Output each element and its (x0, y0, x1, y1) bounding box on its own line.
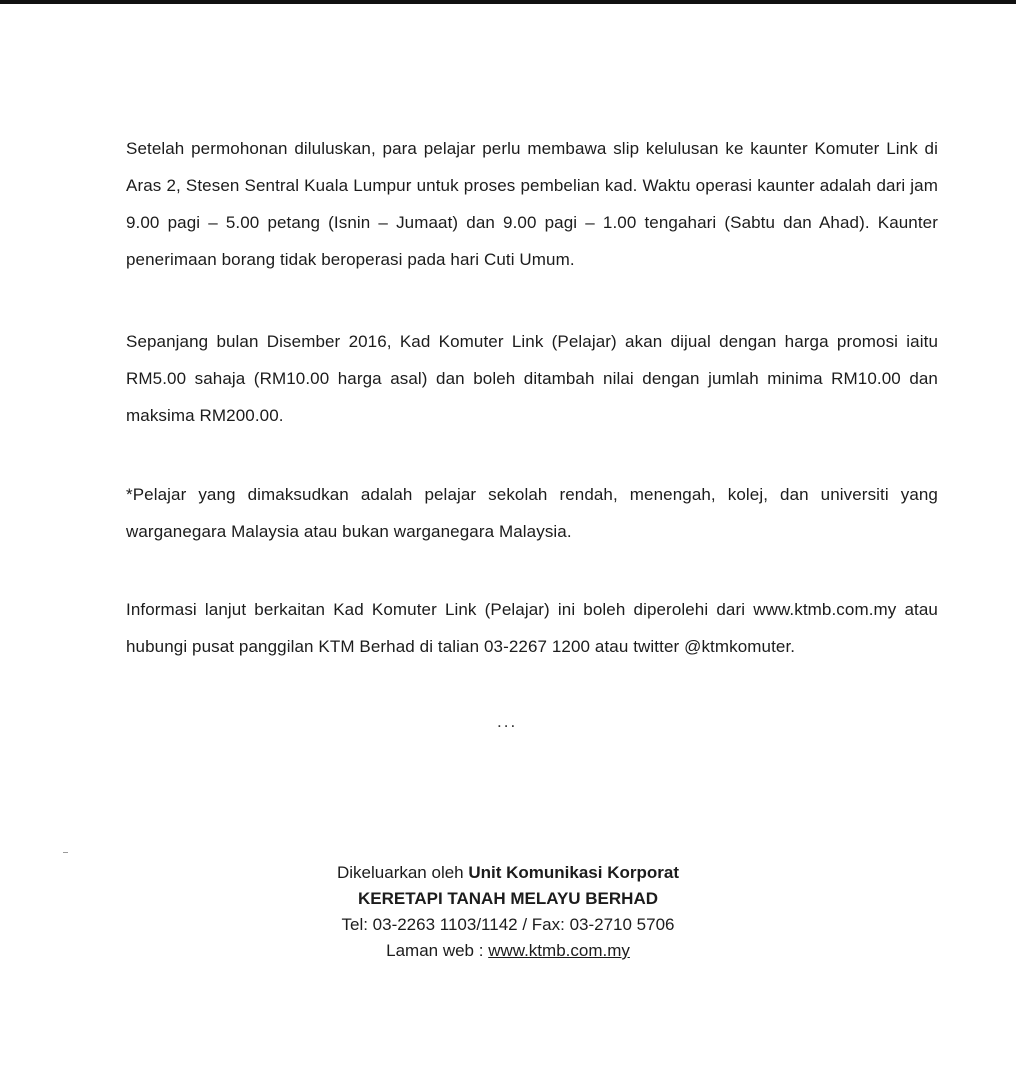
press-footer (258, 860, 758, 964)
issued-by-unit: Unit Komunikasi Korporat (468, 863, 679, 882)
issued-by-line (258, 860, 758, 886)
scan-speck (63, 852, 68, 853)
paragraph-counter-info: Setelah permohonan diluluskan, para pelajar perlu membawa slip kelulusan ke kaunter Komuter Link di Aras 2, Stesen Sentral Kuala Lumpur untuk proses pembelian kad. Waktu operasi kaunter adalah dari jam 9.00 pagi – 5.00 petang (Isnin – Jumaat) dan 9.00 pagi – 1.00 tengahari (Sabtu dan Ahad). Kaunter penerimaan borang tidak beroperasi pada hari Cuti Umum. (126, 139, 938, 269)
website-link[interactable]: www.ktmb.com.my (488, 941, 630, 960)
paragraph-further-info: Informasi lanjut berkaitan Kad Komuter Link (Pelajar) ini boleh diperolehi dari www.ktmb.com.my atau hubungi pusat panggilan KTM Berhad di talian 03-2267 1200 atau twitter @ktmkomuter. (126, 600, 938, 656)
website-prefix: Laman web : (386, 941, 489, 960)
section-ellipsis: ... (497, 712, 518, 731)
paragraph-promo-price: Sepanjang bulan Disember 2016, Kad Komuter Link (Pelajar) akan dijual dengan harga promosi iaitu RM5.00 sahaja (RM10.00 harga asal) dan boleh ditambah nilai dengan jumlah minima RM10.00 dan maksima RM200.00. (126, 332, 938, 425)
contact-line: Tel: 03-2263 1103/1142 / Fax: 03-2710 5706 (341, 915, 675, 934)
paragraph-student-definition: *Pelajar yang dimaksudkan adalah pelajar sekolah rendah, menengah, kolej, dan universiti yang warganegara Malaysia atau bukan warganegara Malaysia. (126, 485, 938, 541)
company-name: KERETAPI TANAH MELAYU BERHAD (357, 889, 659, 908)
website-line (258, 938, 758, 964)
issued-by-prefix: Dikeluarkan oleh (337, 863, 469, 882)
top-border (0, 0, 1016, 4)
